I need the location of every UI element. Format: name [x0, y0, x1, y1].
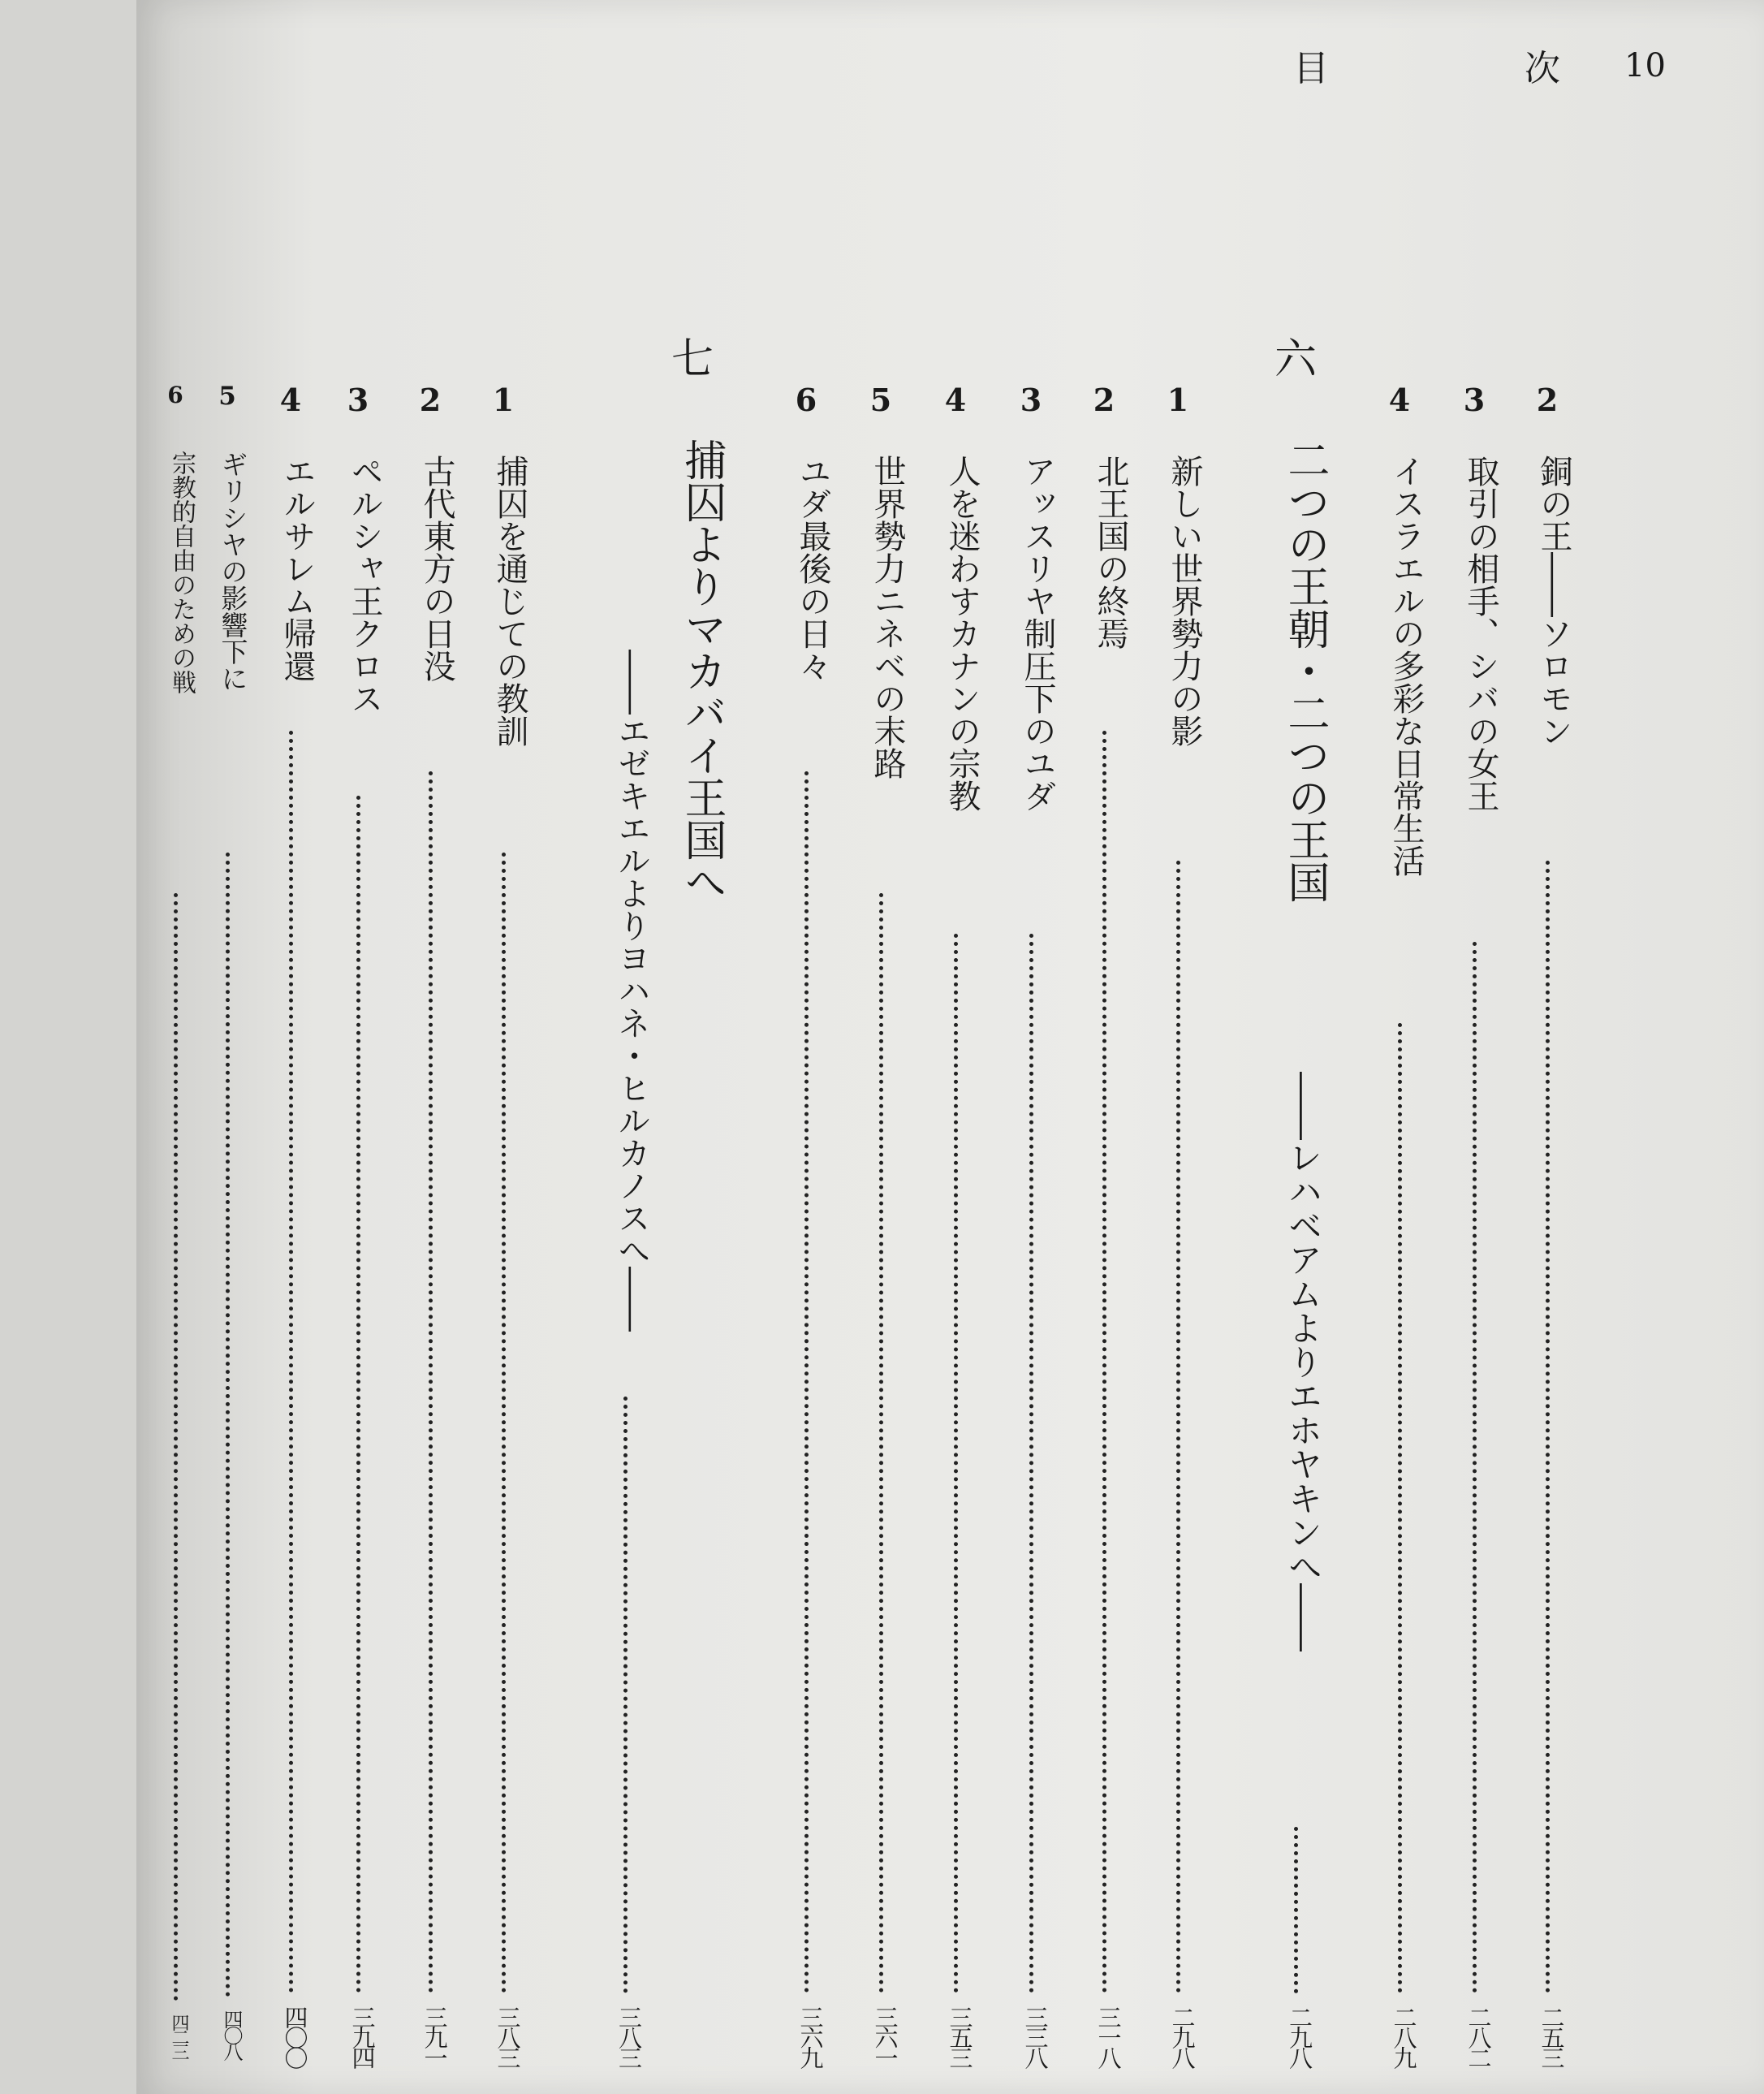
section-number: 2 [419, 382, 442, 418]
header-page-number: 10 [1624, 47, 1666, 84]
leader-dots [174, 893, 178, 2001]
page-number: 二八二 [1464, 2005, 1493, 2066]
chapter-subtitle: ――エゼキエルよりヨハネ・ヒルカノスへ―― [613, 650, 650, 1332]
leader-dots [1473, 942, 1477, 1993]
leader-dots [356, 796, 360, 1993]
leader-dots [502, 853, 506, 1993]
chapter-number: 七 [671, 335, 714, 384]
section-title: エルサレム帰還 [278, 455, 316, 682]
section-number: 3 [1020, 382, 1042, 418]
section-title: アッスリヤ制圧下のユダ [1019, 455, 1056, 812]
page-number: 二五三 [1538, 2005, 1566, 2066]
section-title: 銅の王――ソロモン [1535, 455, 1572, 747]
header-kanji: 次 [1525, 48, 1560, 89]
section-number: 2 [1093, 382, 1115, 418]
page-number: 三九四 [348, 2005, 377, 2066]
book-page [136, 0, 1764, 2094]
section-title: ペルシャ王クロス [346, 455, 383, 715]
section-number: 1 [1167, 382, 1189, 418]
section-number: 4 [1388, 382, 1411, 418]
leader-dots [804, 771, 809, 1993]
chapter-title: 二つの王朝・二つの王国 [1280, 438, 1329, 903]
header-mark: 目 [1293, 48, 1331, 89]
leader-dots [623, 1397, 628, 1993]
section-title: 北王国の終焉 [1092, 455, 1129, 650]
page-number: 三九一 [421, 2005, 449, 2066]
section-number: 5 [218, 382, 236, 411]
leader-dots [954, 934, 958, 1993]
page-number: 三八三 [494, 2005, 522, 2066]
leader-dots [1546, 861, 1550, 1993]
section-number: 5 [869, 382, 892, 418]
page-number: 三五三 [946, 2005, 974, 2066]
page-number: 三八三 [615, 2005, 643, 2066]
section-number: 1 [492, 382, 515, 418]
chapter-title: 捕囚よりマカバイ王国へ [677, 438, 726, 903]
leader-dots [1294, 1827, 1298, 1993]
section-number: 2 [1536, 382, 1559, 418]
section-number: 3 [347, 382, 369, 418]
page-number: 三三八 [1021, 2005, 1050, 2066]
section-title: イスラエルの多彩な日常生活 [1387, 455, 1425, 877]
section-title: 世界勢力ニネベの末路 [869, 455, 906, 779]
section-title: 宗教的自由のための戦 [167, 451, 196, 694]
section-title: 新しい世界勢力の影 [1166, 455, 1203, 747]
leader-dots [879, 893, 883, 1993]
section-title: ギリシヤの影響下に [217, 451, 249, 692]
section-title: 人を迷わすカナンの宗教 [943, 455, 981, 812]
page-number: 四〇〇 [281, 2005, 309, 2066]
leader-dots [1029, 934, 1033, 1993]
leader-dots [429, 771, 433, 1993]
section-title: 古代東方の日没 [418, 455, 455, 682]
leader-dots [1102, 731, 1106, 1993]
section-number: 3 [1463, 382, 1486, 418]
section-title: ユダ最後の日々 [794, 455, 831, 682]
page-number: 二九八 [1168, 2005, 1197, 2066]
section-number: 6 [795, 382, 817, 418]
section-title: 取引の相手、シバの女王 [1462, 455, 1499, 812]
leader-dots [1398, 1023, 1402, 1993]
section-number: 4 [279, 382, 302, 418]
section-number: 4 [944, 382, 967, 418]
leader-dots [289, 731, 293, 1993]
page-number: 四二三 [169, 2014, 189, 2057]
chapter-subtitle: ――レハベアムよりエホヤキンへ―― [1283, 1072, 1323, 1651]
section-number: 6 [167, 382, 183, 408]
page-number: 三一八 [1094, 2005, 1123, 2066]
page-number: 三六九 [796, 2005, 825, 2066]
page-number: 二八九 [1390, 2005, 1418, 2066]
page-number: 四〇八 [220, 2010, 243, 2058]
page-number: 三六一 [871, 2005, 899, 2066]
page-number: 二九八 [1286, 2005, 1313, 2066]
chapter-number: 六 [1274, 335, 1317, 384]
leader-dots [226, 853, 230, 1997]
leader-dots [1176, 861, 1180, 1993]
section-title: 捕囚を通じての教訓 [491, 455, 528, 747]
